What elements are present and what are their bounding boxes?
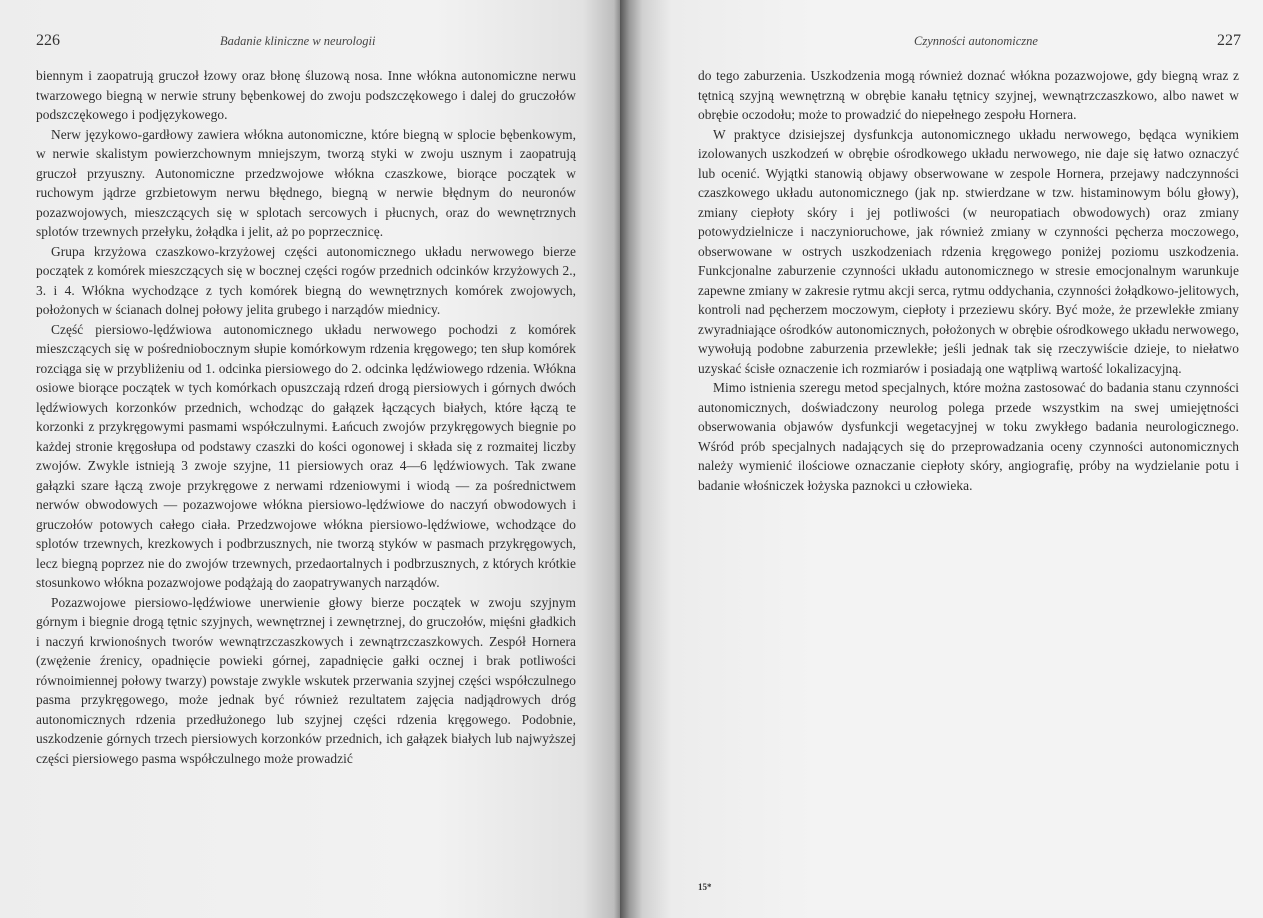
right-paragraph: do tego zaburzenia. Uszkodzenia mogą również doznać włókna pozazwojowe, gdy biegną wraz z tętnicą szyjną wewnętrzną w obrębie kanału tętnicy szyjnej, wewnątrzczaszkowo, albo nawet w obrębie oczodołu; może to prowadzić do niepełnego zespołu Hornera. — [698, 68, 1239, 122]
left-paragraph: Pozazwojowe piersiowo-lędźwiowe unerwienie głowy bierze początek w zwoju szyjnym górnym i biegnie drogą tętnic szyjnych, wewnętrznej i zewnętrznej, do gruczołów, mięśni gładkich i naczyń krwionośnych tworów wewnątrzczaszkowych i zewnątrzczaszkowych. Zespół Hornera (zwężenie źrenicy, opadnięcie powieki górnej, zapadnięcie gałki ocznej i brak potliwości równoimiennej połowy twarzy) powstaje zwykle wskutek przerwania szyjnej części współczulnego pasma przykręgowego, może jednak być również rezultatem zajęcia nadjądrowych dróg autonomicznych rdzenia przedłużonego lub szyjnej części rdzenia kręgowego. Podobnie, uszkodzenie górnych trzech piersiowych korzonków przednich, ich gałązek białych lub najwyższej części piersiowego pasma współczulnego może prowadzić — [36, 594, 576, 766]
left-running-title: Badanie kliniczne w neurologii — [220, 34, 376, 48]
right-page — [620, 0, 1263, 918]
left-body-text — [36, 66, 576, 768]
left-paragraph: Część piersiowo-lędźwiowa autonomicznego układu nerwowego pochodzi z komórek mieszczących się w pośredniobocznym słupie komórkowym rdzenia kręgowego; ten słup komórek rozciąga się w przybliżeniu od 1. odcinka piersiowego do 2. odcinka lędźwiowego rdzenia. Włókna osiowe biorące początek w tych komórkach opuszczają rdzeń drogą piersiowych i górnych dwóch lędźwiowych korzonków przednich, wchodząc do gałązek łączących białych, które łączą te korzonki z przykręgowymi pasmami współczulnymi. Łańcuch zwojów przykręgowych biegnie po każdej stronie kręgosłupa od podstawy czaszki do kości ogonowej i składa się z rozmaitej liczby zwojów. Zwykle istnieją 3 zwoje szyjne, 11 piersiowych oraz 4—6 lędźwiowych. Tak zwane gałązki szare łączą zwoje przykręgowe z nerwami rdzeniowymi i wiodą — za pośrednictwem nerwów obwodowych — pozazwojowe włókna piersiowo-lędźwiowe do naczyń obwodowych i gruczołów potowych całego ciała. Przedzwojowe włókna piersiowo-lędźwiowe, wchodzące do splotów trzewnych, krezkowych i podbrzusznych, nie tworzą styków w pasmach przykręgowych, lecz biegną poprzez nie do zwojów trzewnych, przedaortalnych i podbrzusznych, z których krótkie stosunkowo włókna pozazwojowe podążają do zaopatrywanych narządów. — [36, 321, 576, 590]
right-running-head — [698, 30, 1241, 52]
left-paragraph: Grupa krzyżowa czaszkowo-krzyżowej części autonomicznego układu nerwowego bierze początek z komórek mieszczących się w bocznej części rogów przednich odcinków krzyżowych 2., 3. i 4. Włókna wychodzące z tych komórek biegną do wewnętrznych komórek zwojowych, położonych w ścianach dolnej połowy jelita grubego i narządów miednicy. — [36, 243, 576, 317]
right-paragraph: Mimo istnienia szeregu metod specjalnych, które można zastosować do badania stanu czynności autonomicznych, doświadczony neurolog polega przede wszystkim na swej umiejętności obserwowania objawów dysfunkcji wegetacyjnej w toku zwykłego badania neurologicznego. Wśród prób specjalnych nadających się do przeprowadzania oceny czynności autonomicznych należy wymienić ilościowe oznaczanie ciepłoty skóry, angiografię, próby na wydzielanie potu i badanie włośniczek łożyska paznokci u człowieka. — [698, 380, 1239, 493]
right-running-title: Czynności autonomiczne — [914, 34, 1038, 48]
right-body-text — [698, 66, 1239, 495]
left-paragraph: biennym i zaopatrują gruczoł łzowy oraz błonę śluzową nosa. Inne włókna autonomiczne nerwu twarzowego biegną w nerwie struny bębenkowej do zwoju podszczękowego i dalej do gruczołów podszczękowego i podjęzykowego. — [36, 68, 576, 122]
left-running-head — [36, 30, 594, 52]
printer-signature-mark: 15* — [698, 882, 712, 892]
right-page-number: 227 — [1217, 32, 1241, 49]
left-paragraph: Nerw językowo-gardłowy zawiera włókna autonomiczne, które biegną w splocie bębenkowym, w nerwie skalistym powierzchownym mniejszym, tworzą styki w zwoju usznym i zaopatrują gruczoł przyuszny. Autonomiczne przedzwojowe włókna czaszkowe, biorące początek w ruchowym jądrze grzbietowym nerwu błędnego, biegną w nerwie błędnym do neuronów pozazwojowych, mieszczących się w splotach sercowych i płucnych, oraz do wewnętrznych splotów trzewnych przełyku, żołądka i jelit, aż po poprzecznicę. — [36, 126, 576, 239]
right-paragraph: W praktyce dzisiejszej dysfunkcja autonomicznego układu nerwowego, będąca wynikiem izolowanych uszkodzeń w obrębie ośrodkowego układu nerwowego, nie daje się łatwo oznaczyć lub ocenić. Wyjątki stanowią objawy obserwowane w zespole Hornera, przejawy nadczynności czaszkowego układu autonomicznego (jak np. stwierdzane w tzw. histaminowym bólu głowy), zmiany ciepłoty skóry i jej potliwości (w neuropatiach obwodowych) oraz zmiany potowydzielnicze i naczynioruchowe, jak również zmiany w czynności pęcherza moczowego, obserwowane w ostrych uszkodzeniach rdzenia kręgowego poniżej poziomu uszkodzenia. Funkcjonalne zaburzenie czynności układu autonomicznego w stresie emocjonalnym warunkuje zapewne zmiany w zakresie rytmu akcji serca, rytmu oddychania, czynności żołądkowo-jelitowych, kontroli nad pęcherzem moczowym, ciepłoty i przeziewu skóry. Być może, że przewlekłe zmiany zwyradniające ośrodków autonomicznych, położonych w obrębie ośrodkowego układu nerwowego, wywołują podobne zaburzenia przewlekłe; jeśli jednak tak się rzeczywiście dzieje, to niełatwo uzyskać ścisłe oznaczenie ich rozmiarów i posiadają one wątpliwą wartość lokalizacyjną. — [698, 126, 1239, 376]
left-page — [0, 0, 620, 918]
left-page-number: 226 — [36, 32, 60, 49]
